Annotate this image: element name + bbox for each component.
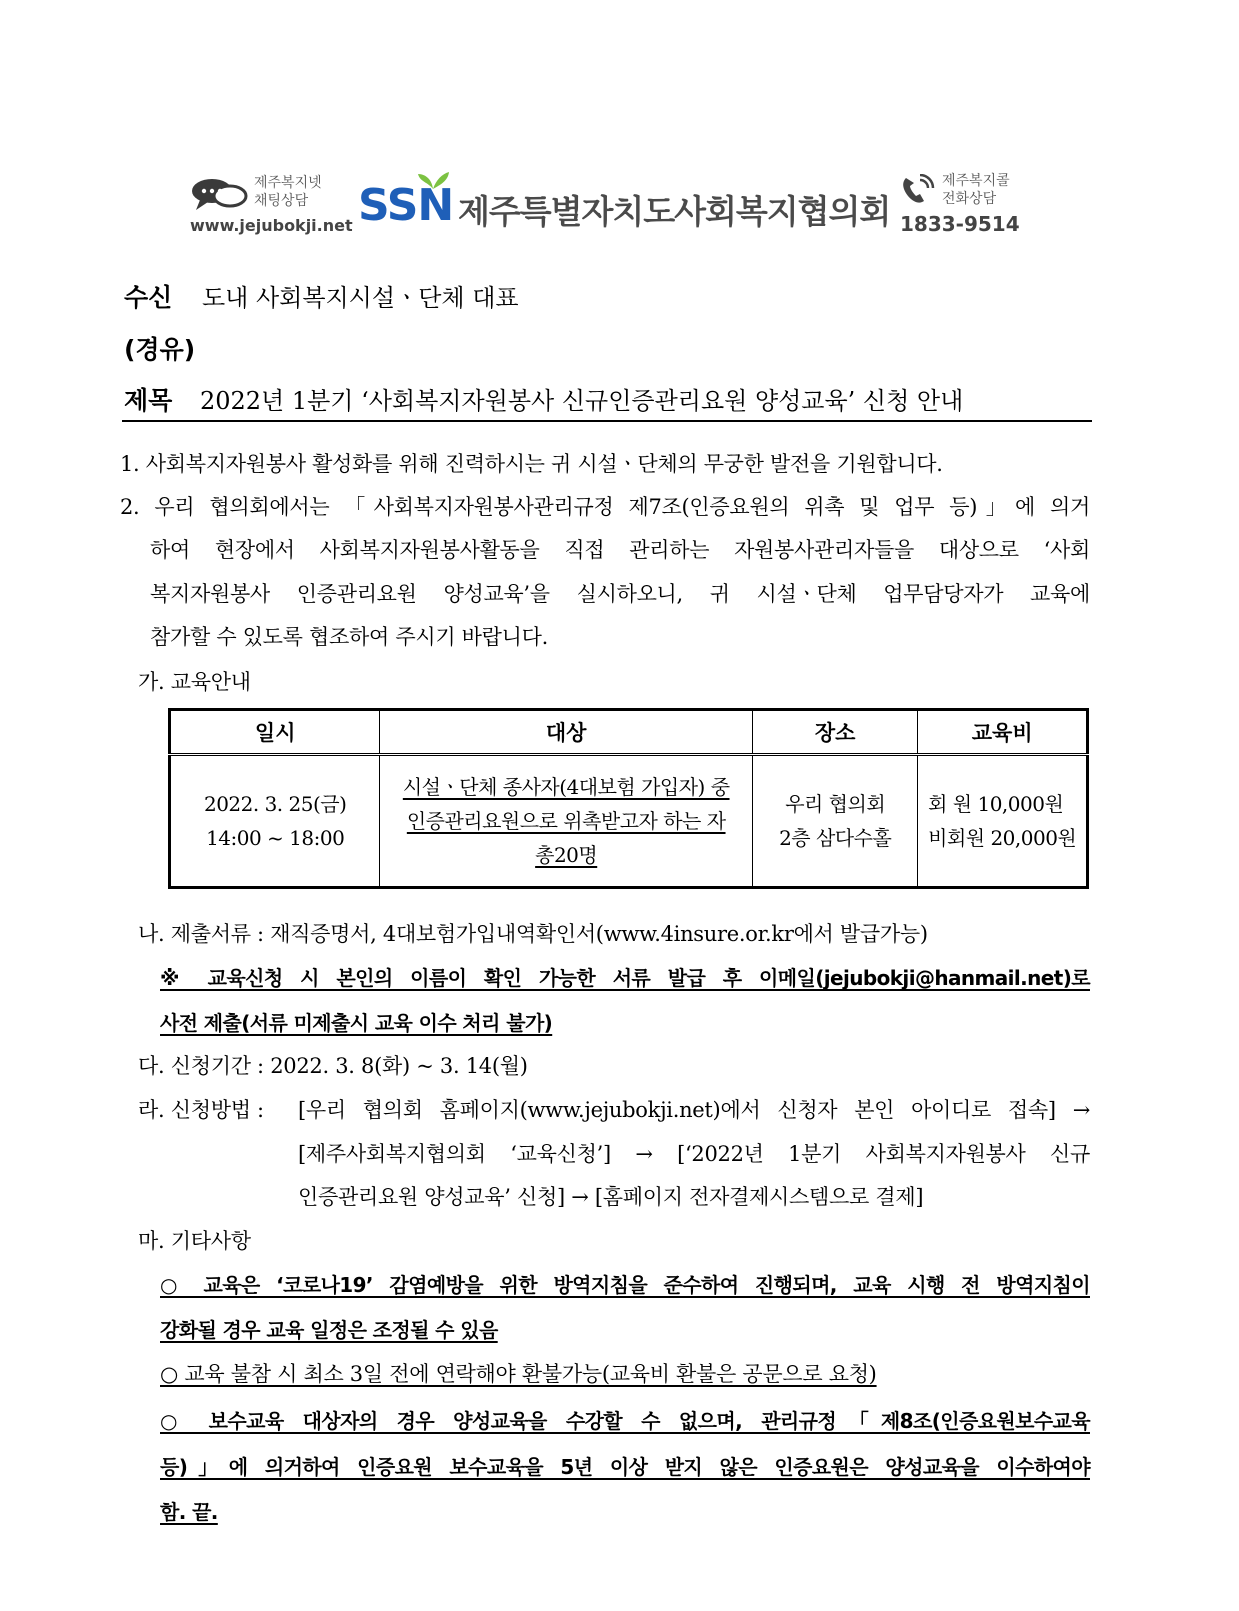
notice-line-1: ※ 교육신청 시 본인의 이름이 확인 가능한 서류 발급 후 이메일(jejubokji@hanmail.net)로: [160, 966, 1090, 990]
table-header-row: [170, 710, 1088, 755]
chat-consult-label: 제주복지넷 채팅상담: [254, 175, 322, 209]
paragraph-2-line-2: 하여 현장에서 사회복지자원봉사활동을 직접 관리하는 자원봉사관리자들을 대상으로 ‘사회: [150, 538, 1090, 562]
etc-3-line-2: 등)」에 의거하여 인증요원 보수교육을 5년 이상 받지 않은 인증요원은 양성교육을 이수하여야: [160, 1455, 1090, 1479]
logo-ssn-text: SSN: [358, 180, 454, 231]
leaf-icon: [416, 170, 450, 190]
section-ma-label: 마. 기타사항: [138, 1229, 251, 1253]
paragraph-2-line-4: 참가할 수 있도록 협조하여 주시기 바랍니다.: [150, 625, 548, 649]
section-ra-line-3: 인증관리요원 양성교육’ 신청] → [홈페이지 전자결제시스템으로 결제]: [298, 1185, 924, 1209]
subject-value: 2022년 1분기 ‘사회복지자원봉사 신규인증관리요원 양성교육’ 신청 안내: [199, 387, 964, 415]
via-row: [124, 330, 195, 366]
cell-fee: 회 원 10,000원 비회원 20,000원: [918, 755, 1088, 888]
section-na: 나. 제출서류 : 재직증명서, 4대보험가입내역확인서(www.4insure.or.kr에서 발급가능): [138, 922, 928, 946]
chat-bubble-icon: [190, 176, 248, 212]
etc-2: ○ 교육 불참 시 최소 3일 전에 연락해야 환불가능(교육비 환불은 공문으로 요청): [160, 1362, 877, 1386]
header-datetime: 일시: [170, 710, 380, 755]
etc-1-line-1: ○ 교육은 ‘코로나19’ 감염예방을 위한 방역지침을 준수하여 진행되며, 교육 시행 전 방역지침이: [160, 1273, 1090, 1297]
education-table: [168, 708, 1089, 889]
section-ga-label: 가. 교육안내: [138, 670, 251, 694]
recipient-label: 수신: [124, 283, 173, 312]
phone-icon: [900, 174, 936, 204]
recipient-value: 도내 사회복지시설ㆍ단체 대표: [201, 284, 519, 312]
etc-3-line-3: 함. 끝.: [160, 1500, 218, 1524]
chat-url[interactable]: www.jejubokji.net: [190, 216, 353, 235]
cell-datetime: 2022. 3. 25(금) 14:00 ~ 18:00: [170, 755, 380, 888]
header-place: 장소: [752, 710, 917, 755]
section-ra-line-1: [우리 협의회 홈페이지(www.jejubokji.net)에서 신청자 본인 아이디로 접속] →: [298, 1098, 1090, 1122]
paragraph-1: 1. 사회복지자원봉사 활성화를 위해 진력하시는 귀 시설ㆍ단체의 무궁한 발전을 기원합니다.: [120, 452, 943, 476]
subject-divider: [122, 420, 1092, 422]
subject-label: 제목: [124, 386, 173, 415]
cell-target: 시설ㆍ단체 종사자(4대보험 가입자) 중 인증관리요원으로 위촉받고자 하는 자 총20명: [380, 755, 753, 888]
etc-1-line-2: 강화될 경우 교육 일정은 조정될 수 있음: [160, 1318, 498, 1342]
notice-line-2: 사전 제출(서류 미제출시 교육 이수 처리 불가): [160, 1011, 553, 1035]
phone-consult-label: 제주복지콜 전화상담: [942, 173, 1010, 207]
header-target: 대상: [380, 710, 753, 755]
header-fee: 교육비: [918, 710, 1088, 755]
subject-row: [124, 381, 963, 417]
section-ra-label: 라. 신청방법 :: [138, 1098, 264, 1122]
organization-name: 제주특별자치도사회복지협의회: [458, 192, 891, 231]
phone-number[interactable]: 1833-9514: [900, 212, 1020, 236]
etc-3-line-1: ○ 보수교육 대상자의 경우 양성교육을 수강할 수 없으며, 관리규정「제8조(인증요원보수교육: [160, 1409, 1090, 1433]
paragraph-2-line-1: 2. 우리 협의회에서는 「사회복지자원봉사관리규정 제7조(인증요원의 위촉 및 업무 등)」에 의거: [120, 495, 1090, 519]
letterhead: [190, 168, 1040, 240]
section-da: 다. 신청기간 : 2022. 3. 8(화) ~ 3. 14(월): [138, 1054, 528, 1078]
section-ra-line-2: [제주사회복지협의회 ‘교육신청’] → [‘2022년 1분기 사회복지자원봉사 신규: [298, 1142, 1090, 1166]
via-label: (경유): [124, 335, 196, 364]
paragraph-2-line-3: 복지자원봉사 인증관리요원 양성교육’을 실시하오니, 귀 시설ㆍ단체 업무담당자가 교육에: [150, 582, 1090, 606]
table-row: [170, 755, 1088, 888]
cell-place: 우리 협의회 2층 삼다수홀: [752, 755, 917, 888]
recipient-row: [124, 278, 519, 314]
